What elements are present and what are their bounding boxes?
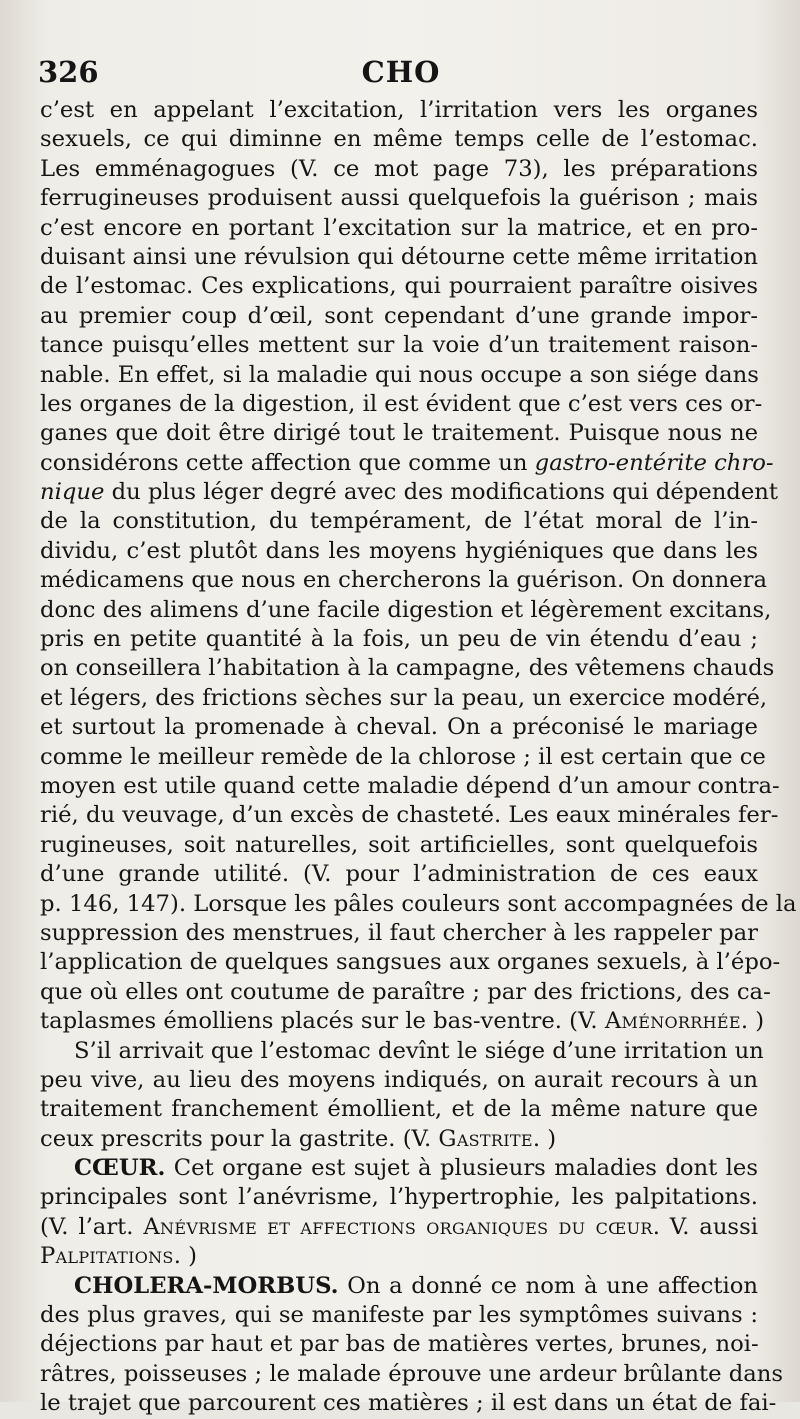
text-line: principales sont l’anévrisme, l’hypertrophie, les palpitations. [40, 1184, 758, 1211]
entry-heading: CHOLERA-MORBUS. [74, 1272, 339, 1299]
text-line: et surtout la promenade à cheval. On a préconisé le mariage [40, 714, 758, 741]
paragraph-start-line: S’il arrivait que l’estomac devînt le siége d’une irritation un [74, 1037, 764, 1064]
text-line [40, 1242, 758, 1271]
text-line: duisant ainsi une révulsion qui détourne cette même irritation [40, 243, 758, 270]
entry-line [40, 1272, 758, 1301]
text-line [40, 449, 774, 478]
cross-reference: Gastrite [438, 1125, 533, 1152]
text-line: c’est encore en portant l’excitation sur la matrice, et en pro- [40, 214, 758, 241]
cross-reference: Aménorrhée [604, 1008, 741, 1035]
text-line: Les emménagogues (V. ce mot page 73), les préparations [40, 155, 758, 182]
text-line: dividu, c’est plutôt dans les moyens hygiéniques que dans les [40, 537, 758, 564]
body-text [40, 96, 797, 1419]
running-head: CHO [361, 55, 441, 89]
text-line: donc des alimens d’une facile digestion et légèrement excitans, [40, 596, 772, 623]
text-line: ferrugineuses produisent aussi quelquefois la guérison ; mais [40, 185, 758, 212]
text-line: rugineuses, soit naturelles, soit artificielles, sont quelquefois [40, 831, 758, 858]
text-line: sexuels, ce qui diminne en même temps celle de l’estomac. [40, 126, 758, 153]
entry-line [40, 1154, 758, 1183]
text-line: d’une grande utilité. (V. pour l’administration de ces eaux [40, 861, 758, 888]
text-line [40, 478, 778, 507]
text-line: des plus graves, qui se manifeste par les symptômes suivans : [40, 1302, 758, 1329]
text-line: l’application de quelques sangsues aux organes sexuels, à l’épo- [40, 949, 781, 976]
text-line: nable. En effet, si la maladie qui nous occupe a son siége dans [40, 361, 759, 388]
line-text: considérons cette affection que comme un [40, 449, 535, 476]
cross-reference: Anévrisme et affections organiques du cœur [143, 1213, 653, 1240]
text-line: médicamens que nous en chercherons la guérison. On donnera [40, 567, 768, 594]
text-line: ganes que doit être dirigé tout le traitement. Puisque nous ne [40, 420, 758, 447]
text-line: traitement franchement émollient, et de la même nature que [40, 1096, 758, 1123]
italic-term: gastro-entérite chro- [534, 449, 774, 476]
line-text: taplasmes émolliens placés sur le bas-ventre. (V. [40, 1008, 605, 1035]
text-line: p. 146, 147). Lorsque les pâles couleurs sont accompagnées de la [40, 890, 797, 917]
text-line: tance puisqu’elles mettent sur la voie d’un traitement raison- [40, 332, 758, 359]
text-line: le trajet que parcourent ces matières ; il est dans un état de fai- [40, 1390, 777, 1417]
cross-reference: Palpitations [40, 1243, 174, 1270]
line-text: du plus léger degré avec des modifications qui dépendent [104, 479, 778, 506]
line-text: On a donné ce nom à une affection [338, 1272, 758, 1299]
line-text: Cet organe est sujet à plusieurs maladies dont les [165, 1155, 758, 1182]
text-line [40, 1007, 765, 1036]
text-line: rié, du veuvage, d’un excès de chasteté. Les eaux minérales fer- [40, 802, 779, 829]
text-line: comme le meilleur remède de la chlorose ; il est certain que ce [40, 743, 766, 770]
line-text: . ) [740, 1008, 765, 1035]
page-header [38, 55, 764, 93]
text-line: déjections par haut et par bas de matières vertes, brunes, noi- [40, 1331, 759, 1358]
italic-term: nique [40, 479, 105, 506]
line-text: . V. aussi [652, 1213, 758, 1240]
text-line: suppression des menstrues, il faut chercher à les rappeler par [40, 919, 758, 946]
text-line: les organes de la digestion, il est évident que c’est vers ces or- [40, 390, 763, 417]
text-line: pris en petite quantité à la fois, un peu de vin étendu d’eau ; [40, 626, 758, 653]
text-line [40, 1213, 758, 1242]
text-line: on conseillera l’habitation à la campagne, des vêtemens chauds [40, 655, 775, 682]
entry-heading: CŒUR. [74, 1155, 166, 1182]
text-line: et légers, des frictions sèches sur la peau, un exercice modéré, [40, 684, 768, 711]
text-line [40, 1125, 758, 1154]
text-line: au premier coup d’œil, sont cependant d’une grande impor- [40, 302, 758, 329]
text-line: râtres, poisseuses ; le malade éprouve une ardeur brûlante dans [40, 1360, 784, 1387]
text-line: que où elles ont coutume de paraître ; par des frictions, des ca- [40, 978, 771, 1005]
line-text: ceux prescrits pour la gastrite. (V. [40, 1125, 439, 1152]
text-line: peu vive, au lieu des moyens indiqués, on aurait recours à un [40, 1066, 758, 1093]
text-line: de l’estomac. Ces explications, qui pourraient paraître oisives [40, 273, 758, 300]
text-line: c’est en appelant l’excitation, l’irritation vers les organes [40, 97, 758, 123]
text-line: moyen est utile quand cette maladie dépend d’un amour contra- [40, 772, 780, 799]
line-text: (V. l’art. [40, 1213, 144, 1240]
text-line: de la constitution, du tempérament, de l’état moral de l’in- [40, 508, 758, 535]
page-number: 326 [38, 55, 99, 89]
line-text: . ) [532, 1125, 557, 1152]
line-text: . ) [173, 1243, 197, 1270]
